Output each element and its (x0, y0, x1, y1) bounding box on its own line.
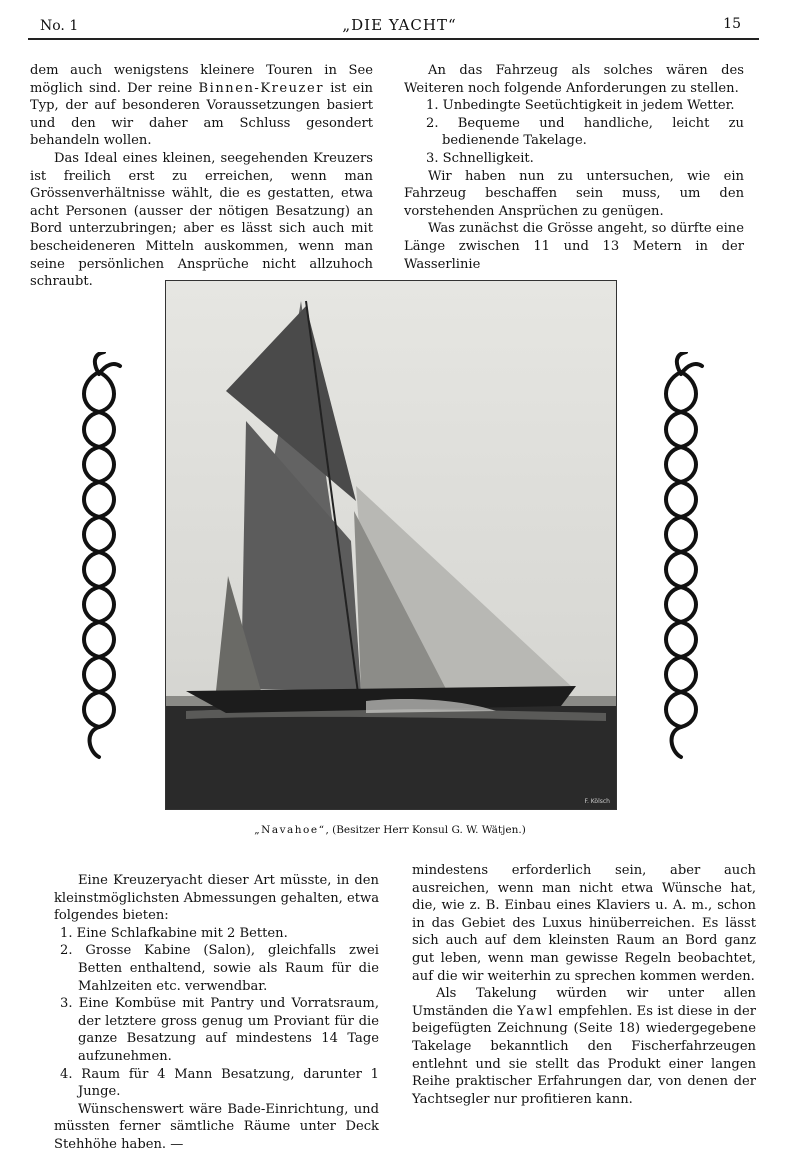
bottom-left-column (54, 872, 379, 1154)
paragraph: Eine Kreuzeryacht dieser Art müsste, in den kleinstmöglichsten Abmessungen gehalten, etwa folgendes bieten: (54, 873, 380, 924)
list-item: 1. Unbedingte Seetüchtigkeit in jedem Wetter. (426, 98, 735, 114)
caption-yacht-name: „Navahoe“ (254, 824, 326, 836)
ornament-right (656, 352, 706, 762)
paragraph: mindestens erforderlich sein, aber auch ausreichen, wenn man nicht etwa Wünsche hat, die, wie z. B. Einbau eines Klaviers u. A. m., schon in das Gebiet des Luxus hinüberreichen. Es lässt sich auch auf dem kleinsten Raum an Bord ganz gut leben, wenn man gewisse Regeln beobachtet, auf die wir weiterhin zu sprechen kommen werden. (412, 863, 756, 984)
list-item: 3. Schnelligkeit. (426, 150, 534, 166)
paragraph: An das Fahrzeug als solches wären des Weiteren noch folgende Anforderungen zu stellen. (404, 63, 744, 96)
bottom-right-column (412, 862, 756, 1108)
list-item: 2. Bequeme und handliche, leicht zu bedienende Takelage. (426, 115, 744, 149)
page-number: 15 (723, 16, 741, 32)
yacht-photo (165, 280, 617, 810)
caption-text: , (Besitzer Herr Konsul G. W. Wätjen.) (325, 824, 526, 836)
spaced-term: Yawl (517, 1003, 554, 1019)
top-left-column (30, 62, 373, 291)
paragraph: Was zunächst die Grösse angeht, so dürfte eine Länge zwischen 11 und 13 Metern in der Wasserlinie (404, 221, 744, 272)
issue-number: No. 1 (40, 18, 79, 34)
list-item: 4. Raum für 4 Mann Besatzung, darunter 1 Junge. (60, 1066, 379, 1100)
paragraph: Wir haben nun zu untersuchen, wie ein Fahrzeug beschaffen sein muss, um den vorstehenden Ansprüchen zu genügen. (404, 168, 744, 219)
list-item: 2. Grosse Kabine (Salon), gleichfalls zwei Betten enthaltend, sowie als Raum für die Mahlzeiten etc. verwendbar. (60, 943, 379, 994)
spaced-term: Binnen-Kreuzer (198, 80, 324, 96)
list-item: 1. Eine Schlafkabine mit 2 Betten. (60, 925, 288, 941)
page-header (40, 12, 759, 38)
top-right-column (404, 62, 744, 273)
paragraph: Als Takelung würden wir unter allen Umständen die Yawl empfehlen. Es ist diese in der beigefügten Zeichnung (Seite 18) wiedergegebene Takelage bekanntlich den Fischerfahrzeugen entlehnt und sie stellt das Produkt einer langen Reihe praktischer Erfahrungen dar, von denen der Yachtsegler nur profitieren kann. (412, 986, 756, 1107)
journal-title: „DIE YACHT“ (342, 16, 457, 34)
photo-credit: F. Kölsch (584, 798, 610, 805)
paragraph: Wünschenswert wäre Bade-Einrichtung, und müssten ferner sämtliche Räume unter Deck Stehhöhe haben. — (54, 1101, 379, 1152)
paragraph: dem auch wenigstens kleinere Touren in See möglich sind. Der reine Binnen-Kreuzer ist ein Typ, der auf besonderen Voraussetzungen basiert und den wir daher am Schluss gesondert behandeln wollen. (30, 63, 373, 149)
photo-caption (165, 824, 615, 836)
list-item: 3. Eine Kombüse mit Pantry und Vorratsraum, der letztere gross genug um Proviant für die ganze Besatzung auf mindestens 14 Tage aufzunehmen. (60, 996, 379, 1064)
sailboat-illustration (166, 281, 616, 809)
header-rule (28, 38, 759, 40)
paragraph: Das Ideal eines kleinen, seegehenden Kreuzers ist freilich erst zu erreichen, wenn man Grössenverhältnisse wählt, die es gestatten, etwa acht Personen (ausser der nötigen Besatzung) an Bord unterzubringen; aber es lässt sich auch mit bescheideneren Mitteln auskommen, wenn man seine persönlichen Ansprüche nicht allzuhoch schraubt. (30, 150, 373, 290)
ornament-left (74, 352, 124, 762)
